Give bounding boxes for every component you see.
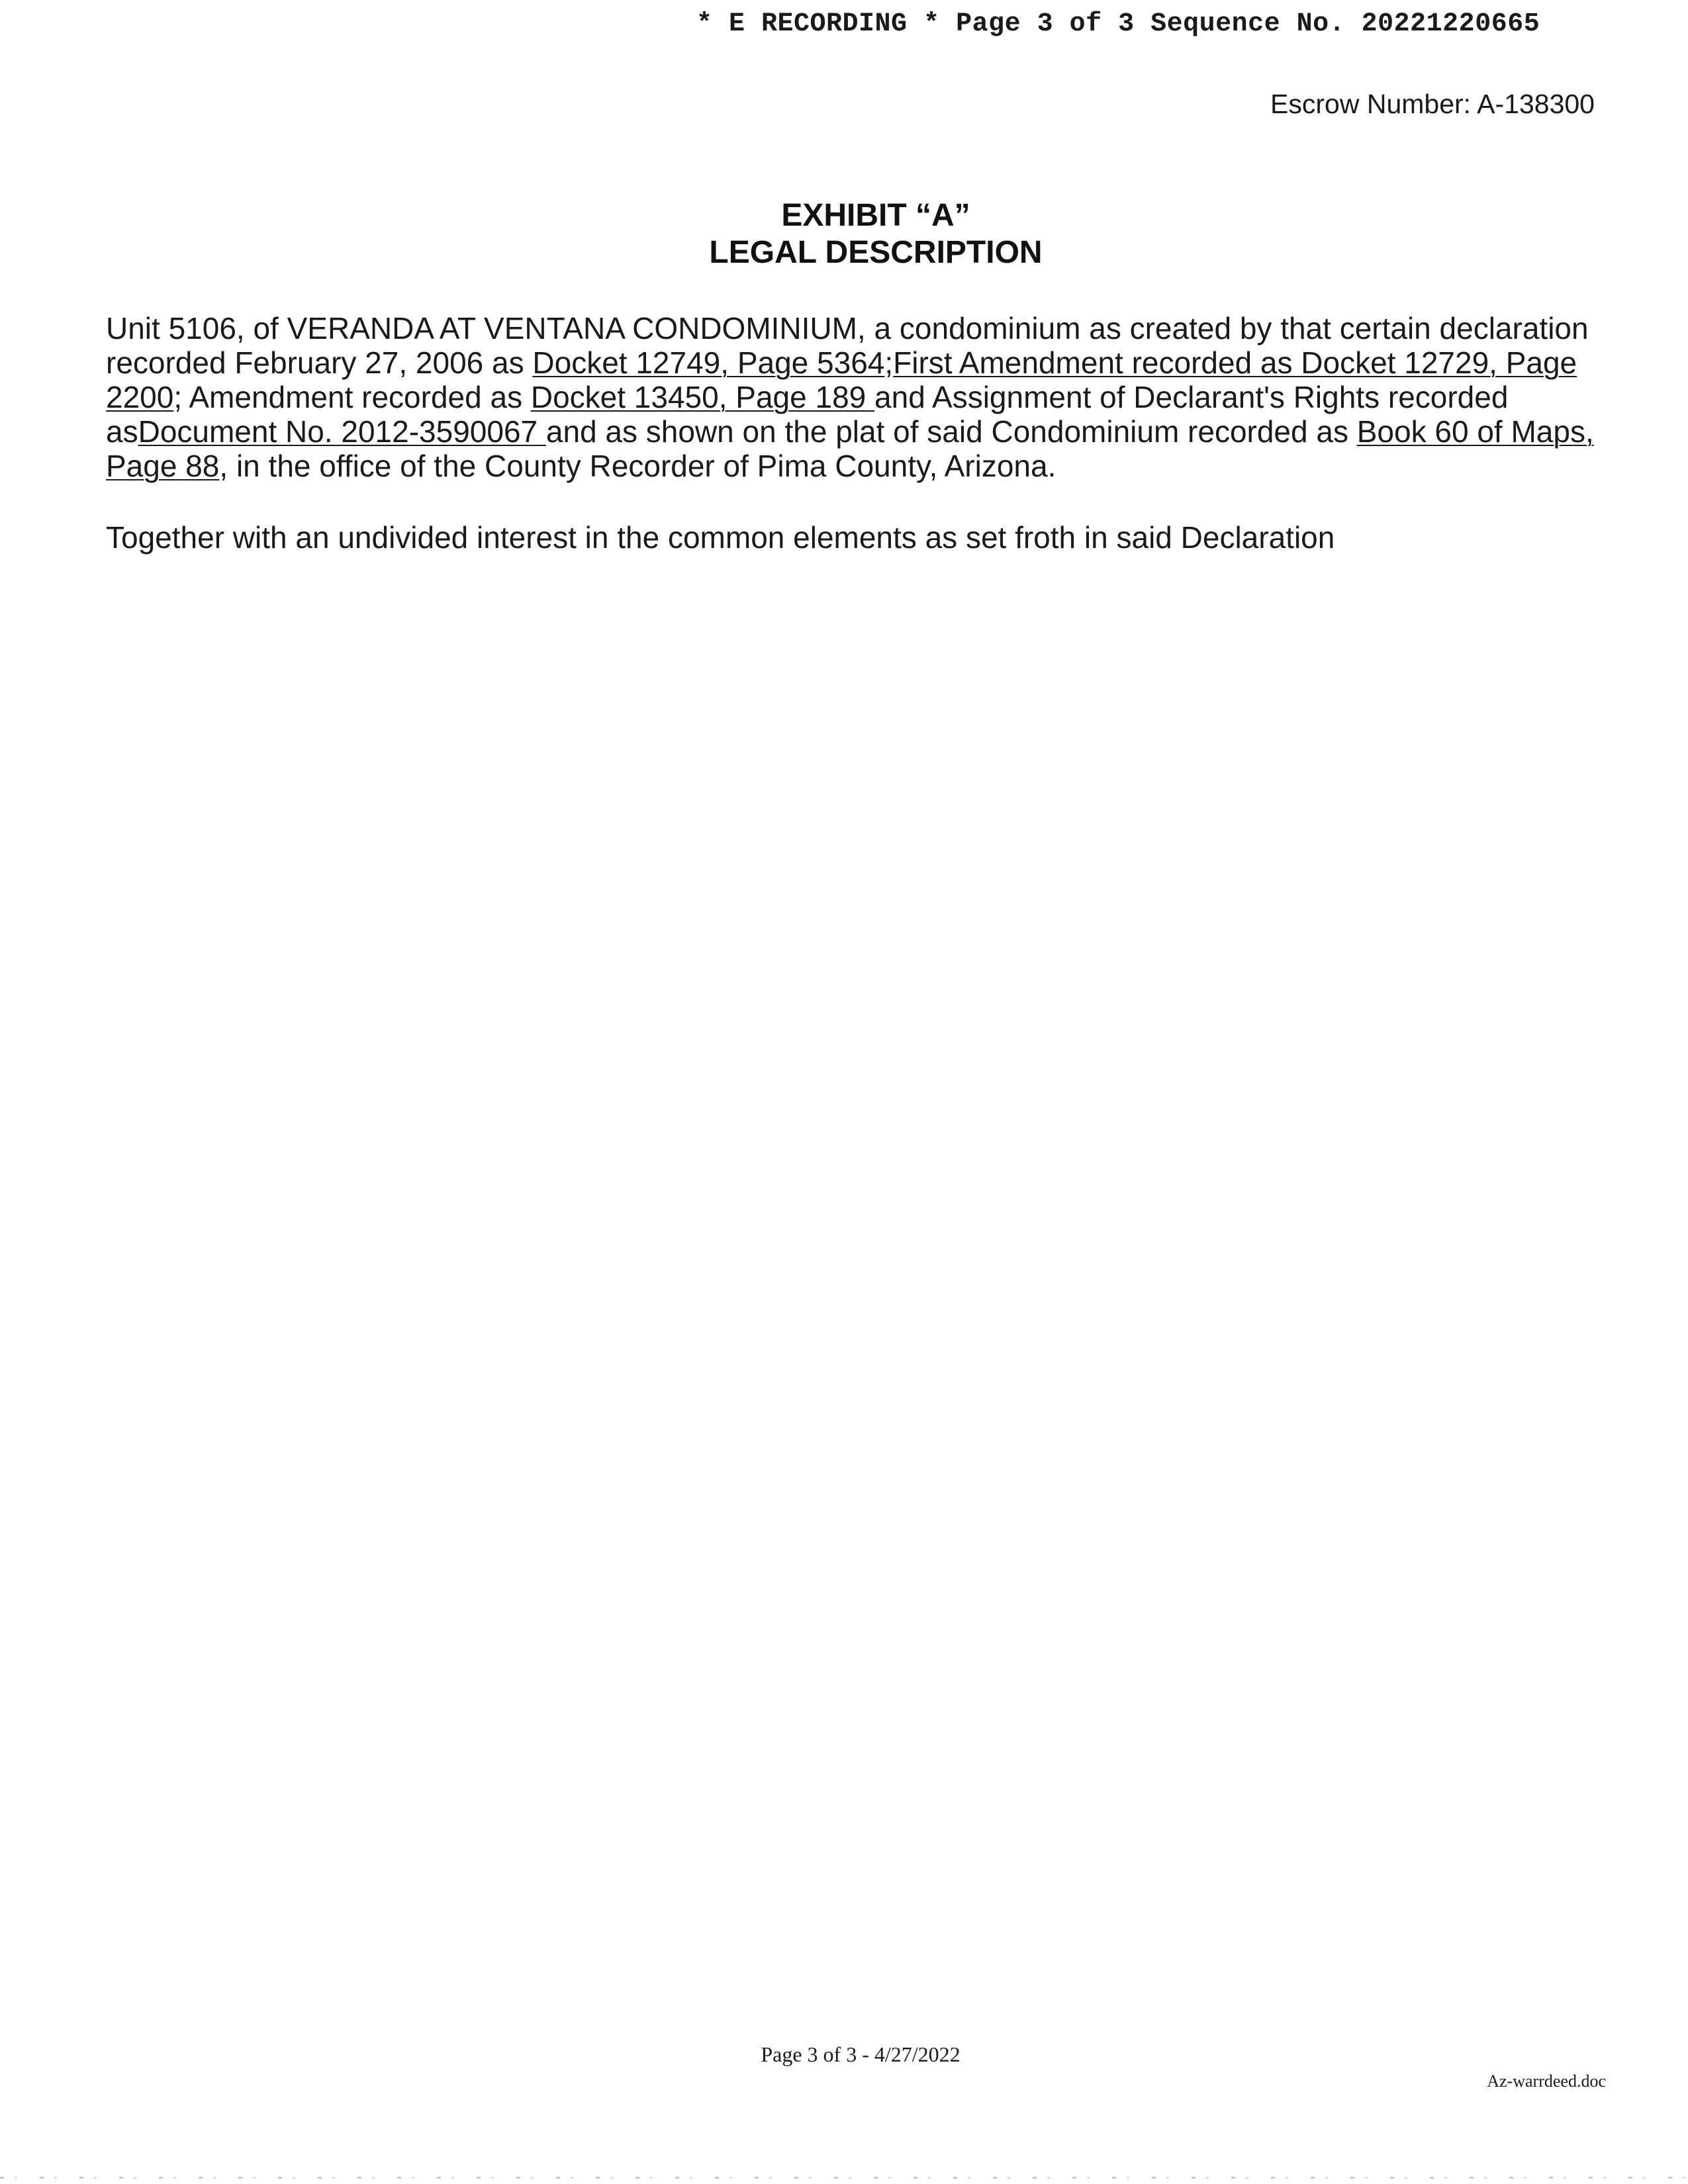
legal-text: recorded February 27, 2006 as: [106, 345, 533, 380]
plat-book-reference-link: Book 60 of Maps,: [1356, 414, 1594, 449]
legal-line: [106, 449, 1609, 483]
footer-page-number: Page 3 of 3 - 4/27/2022: [761, 2042, 961, 2066]
recording-header: * E RECORDING * Page 3 of 3 Sequence No. 20221220665: [696, 9, 1540, 39]
exhibit-subtitle: LEGAL DESCRIPTION: [709, 235, 1043, 270]
legal-description-paragraph: [106, 311, 1609, 483]
escrow-number: Escrow Number: A-138300: [1270, 89, 1595, 119]
plat-book-reference-link-cont: Page 88: [106, 449, 220, 483]
first-amendment-reference-link-cont: 2200: [106, 380, 174, 414]
legal-text: ;: [884, 345, 894, 380]
exhibit-title: EXHIBIT “A”: [781, 198, 970, 233]
docket-reference-link: Docket 12749, Page 5364: [532, 345, 885, 380]
footer-filename: Az-warrdeed.doc: [1487, 2071, 1606, 2091]
exhibit-heading: [0, 197, 1688, 271]
legal-text: as: [106, 414, 138, 449]
legal-text: ; Amendment recorded as: [173, 380, 531, 414]
legal-line: [106, 311, 1609, 345]
legal-text: , in the office of the County Recorder of Pima County, Arizona.: [219, 449, 1056, 483]
first-amendment-reference-link: First Amendment recorded as Docket 12729, Page: [893, 345, 1577, 380]
legal-text: and Assignment of Declarant's Rights recorded: [874, 380, 1509, 414]
legal-line: [106, 380, 1609, 414]
amendment-reference-link: Docket 13450, Page 189: [530, 380, 875, 414]
scan-edge-artifact: [0, 2177, 1688, 2179]
legal-text: and as shown on the plat of said Condominium recorded as: [545, 414, 1357, 449]
document-number-reference-link: Document No. 2012-3590067: [138, 414, 546, 449]
legal-line: [106, 414, 1609, 449]
common-elements-clause: Together with an undivided interest in the common elements as set froth in said Declaration: [106, 520, 1335, 555]
legal-text: Unit 5106, of VERANDA AT VENTANA CONDOMINIUM, a condominium as created by that certain declaration: [106, 311, 1589, 345]
legal-line: [106, 345, 1609, 380]
